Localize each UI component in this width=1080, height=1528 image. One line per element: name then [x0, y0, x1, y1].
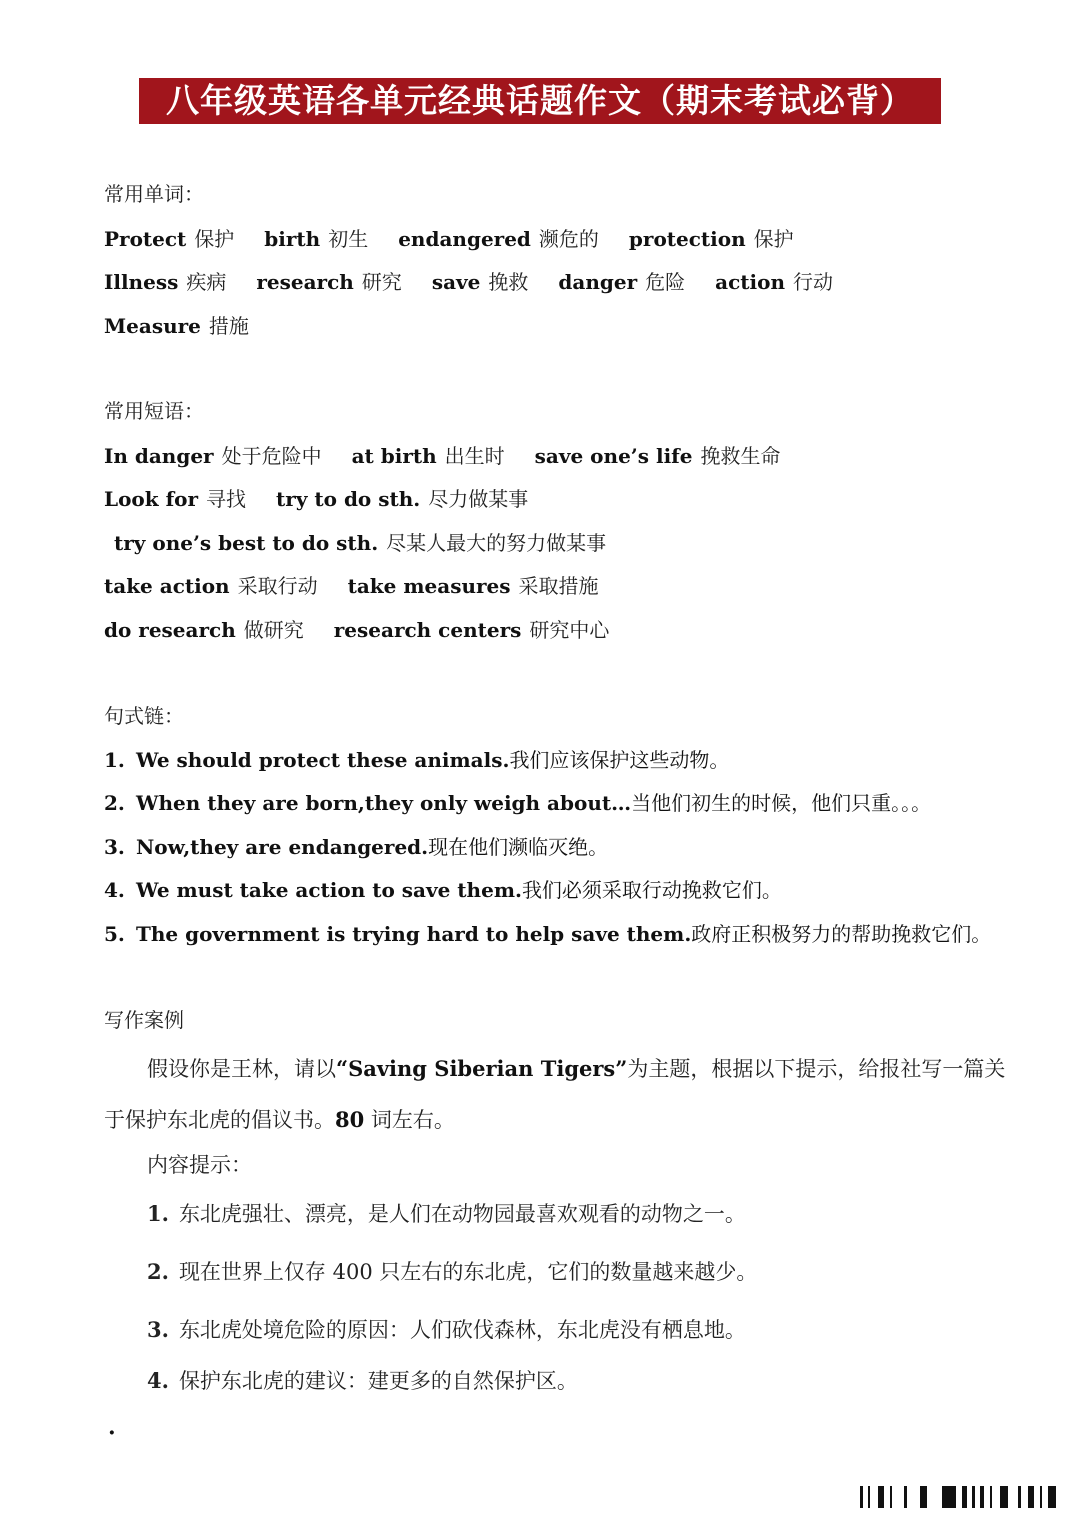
phrase-en: try one’s best to do sth.	[114, 531, 379, 555]
sentence-en: Now,they are endangered.	[136, 835, 429, 859]
phrase-item	[334, 614, 610, 643]
sentence-zh: 当他们初生的时候，他们只重。。。	[631, 791, 932, 815]
hint-text: 现在世界上仅存 400 只左右的东北虎，它们的数量越来越少。	[178, 1260, 758, 1284]
writing-prompt-line-2	[104, 1104, 455, 1134]
trailing-dot: ·	[108, 1420, 116, 1446]
phrase-zh: 寻找	[206, 487, 247, 511]
phrase-en: at birth	[351, 444, 437, 468]
prompt-text-c: 于保护东北虎的倡议书。	[104, 1108, 335, 1132]
sentence-item	[104, 918, 991, 948]
sentence-number: 4.	[104, 878, 125, 902]
word-row	[104, 310, 279, 340]
vocab-en: save	[431, 270, 481, 294]
phrase-en: do research	[104, 618, 236, 642]
writing-section-label: 写作案例	[104, 1008, 184, 1032]
prompt-text-a: 假设你是王林，请以	[147, 1057, 336, 1081]
phrase-en: take measures	[347, 574, 511, 598]
phrase-zh: 采取措施	[518, 574, 599, 598]
phrase-row	[104, 440, 811, 470]
phrase-item	[114, 527, 606, 556]
hint-item	[147, 1256, 757, 1286]
hint-number: 2.	[147, 1259, 169, 1284]
phrase-item	[348, 570, 599, 599]
sentence-item	[104, 831, 608, 861]
phrase-item	[352, 440, 505, 469]
sentence-number: 2.	[104, 791, 125, 815]
phrase-row	[104, 570, 629, 600]
vocab-en: Illness	[104, 270, 179, 294]
prompt-text-d: 词左右。	[364, 1108, 455, 1132]
phrase-item	[104, 570, 318, 599]
hint-text: 保护东北虎的建议：建更多的自然保护区。	[178, 1369, 578, 1393]
phrase-row	[114, 527, 636, 557]
sentence-zh: 政府正积极努力的帮助挽救它们。	[691, 922, 992, 946]
phrase-en: In danger	[104, 444, 214, 468]
page-title: 八年级英语各单元经典话题作文（期末考试必背）	[139, 78, 941, 124]
hint-item	[147, 1365, 578, 1395]
sentence-en: We should protect these animals.	[136, 748, 510, 772]
sentence-zh: 我们应该保护这些动物。	[509, 748, 730, 772]
phrase-row	[104, 483, 558, 513]
vocab-item	[558, 266, 685, 295]
word-row	[104, 223, 824, 253]
sentences-section-label: 句式链：	[104, 704, 184, 728]
vocab-zh: 濒危的	[538, 227, 599, 251]
vocab-en: birth	[264, 227, 321, 251]
phrase-zh: 挽救生命	[700, 444, 781, 468]
phrase-item	[104, 483, 246, 512]
watermark-bars	[860, 1486, 1060, 1508]
vocab-en: protection	[628, 227, 746, 251]
vocab-item	[104, 310, 249, 339]
prompt-topic: “Saving Siberian Tigers”	[336, 1056, 628, 1081]
sentence-item	[104, 744, 729, 774]
phrase-item	[535, 440, 781, 469]
vocab-item	[432, 266, 529, 295]
vocab-en: danger	[558, 270, 638, 294]
vocab-zh: 危险	[645, 270, 686, 294]
vocab-en: endangered	[398, 227, 531, 251]
prompt-word-count: 80	[335, 1107, 365, 1132]
words-section-label: 常用单词：	[104, 182, 204, 206]
sentence-en: We must take action to save them.	[136, 878, 522, 902]
sentence-number: 5.	[104, 922, 125, 946]
sentence-item	[104, 874, 782, 904]
phrase-zh: 尽力做某事	[428, 487, 529, 511]
vocab-item	[398, 223, 599, 252]
vocab-item	[104, 266, 226, 295]
vocab-zh: 挽救	[488, 270, 529, 294]
vocab-item	[715, 266, 833, 295]
phrase-zh: 做研究	[243, 618, 304, 642]
vocab-en: research	[256, 270, 354, 294]
vocab-zh: 保护	[753, 227, 794, 251]
phrase-en: save one’s life	[534, 444, 693, 468]
sentence-zh: 我们必须采取行动挽救它们。	[521, 878, 782, 902]
phrases-section-label: 常用短语：	[104, 399, 204, 423]
phrase-zh: 研究中心	[529, 618, 610, 642]
prompt-text-b: 为主题，根据以下提示，给报社写一篇关	[627, 1057, 1006, 1081]
vocab-zh: 初生	[328, 227, 369, 251]
phrase-zh: 处于危险中	[221, 444, 322, 468]
phrase-en: try to do sth.	[276, 487, 421, 511]
sentence-en: The government is trying hard to help save them.	[136, 922, 692, 946]
sentence-number: 1.	[104, 748, 125, 772]
phrase-item	[276, 483, 528, 512]
phrase-en: take action	[104, 574, 230, 598]
writing-prompt-line-1	[147, 1053, 1005, 1083]
vocab-zh: 保护	[194, 227, 235, 251]
hint-text: 东北虎强壮、漂亮，是人们在动物园最喜欢观看的动物之一。	[178, 1202, 746, 1226]
hint-number: 3.	[147, 1317, 169, 1342]
hint-number: 1.	[147, 1201, 169, 1226]
hints-label: 内容提示：	[147, 1153, 252, 1177]
vocab-zh: 行动	[792, 270, 833, 294]
vocab-item	[264, 223, 368, 252]
vocab-zh: 研究	[361, 270, 402, 294]
phrase-item	[104, 614, 304, 643]
word-row	[104, 266, 863, 296]
vocab-zh: 疾病	[186, 270, 227, 294]
phrase-zh: 出生时	[444, 444, 505, 468]
phrase-row	[104, 614, 639, 644]
hint-item	[147, 1198, 746, 1228]
vocab-item	[629, 223, 794, 252]
vocab-zh: 措施	[208, 314, 249, 338]
phrase-zh: 尽某人最大的努力做某事	[386, 531, 607, 555]
sentence-en: When they are born,they only weigh about…	[136, 791, 632, 815]
hint-number: 4.	[147, 1368, 169, 1393]
vocab-item	[256, 266, 401, 295]
hint-item	[147, 1314, 746, 1344]
phrase-en: Look for	[104, 487, 199, 511]
phrase-zh: 采取行动	[237, 574, 318, 598]
hint-text: 东北虎处境危险的原因：人们砍伐森林，东北虎没有栖息地。	[178, 1318, 746, 1342]
vocab-item	[104, 223, 234, 252]
sentence-number: 3.	[104, 835, 125, 859]
sentence-zh: 现在他们濒临灭绝。	[428, 835, 609, 859]
phrase-item	[104, 440, 322, 469]
vocab-en: Protect	[104, 227, 187, 251]
vocab-en: action	[715, 270, 785, 294]
phrase-en: research centers	[333, 618, 522, 642]
vocab-en: Measure	[104, 314, 201, 338]
sentence-item	[104, 787, 931, 817]
